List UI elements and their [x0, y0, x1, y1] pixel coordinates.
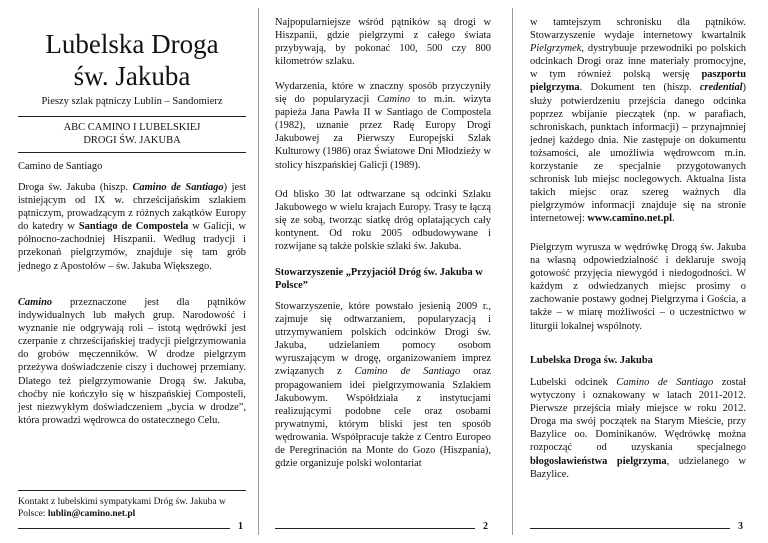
paragraph-restoration: Od blisko 30 lat odtwarzane są odcinki Szlaku Jakubowego w wielu krajach Europy. Trasy te łączą się ze sobą, tworząc siatkę dróg oplatających cały kontynent. Od roku 2005 odbudowywane i rozwijane są także polskie szlaki św. Jakuba. [275, 189, 491, 253]
paragraph-lublin-route [530, 376, 746, 481]
camino-heading: Camino de Santiago [18, 161, 103, 172]
text-run: w Galicji, w północno-zachodniej Hiszpanii. Według tradycji i przekonań pielgrzymów, znajduje się tam grób jednego z Apostołów – św. Jakuba Większego. [18, 221, 246, 272]
section-title [18, 121, 246, 147]
text-run: oraz propagowaniem idei pielgrzymowania Szlakiem Jakubowym. Współdziała z instytucjami realizującymi podobne cele oraz osobami prywatnymi, którym bliski jest ten sposób wędrowania. Współpracuje także z Centro Europeo de Peregrinación na Monte do Gozo (Hiszpania), gdzie organizuje polski wolontariat [275, 366, 492, 470]
page-number: 2 [483, 521, 488, 532]
paragraph-pilgrim-conduct: Pielgrzym wyrusza w wędrówkę Drogą św. Jakuba na własną odpowiedzialność i deklaruje swoją gotowość przyjęcia niewygód i niedogodności. W każdym z odwiedzanych miejsc prosimy o zachowanie postawy godnej Pielgrzyma i Gościa, a także – w miarę możliwości – o uczestnictwo w liturgii lokalnej wspólnoty. [530, 242, 746, 332]
text-run-italic: Camino de Santiago [616, 377, 714, 388]
text-run-italic: Pielgrzymek [530, 43, 582, 55]
section-title-line-2: DROGI ŚW. JAKUBA [83, 135, 181, 146]
text-run: Stowarzyszenie, które powstało jesienią 2009 r., zajmuje się odtwarzaniem, popularyzacją i utrzymywaniem polskich odcinków Drogi św. Jakuba, udzielaniem pomocy osobom wyruszającym w drogę, organizowaniem imprez związanych z [275, 301, 491, 378]
section-title-line-1: ABC CAMINO I LUBELSKIEJ [63, 122, 201, 133]
text-run-italic: Camino [377, 94, 411, 106]
text-run: to m.in. wizyta papieża Jana Pawła II w Santiago de Compostela (1982), uznanie przez Radę Europy Drogi Jakubowej za Pierwszy Europejski Szlak Kulturowy (1986) oraz Światowe Dni Młodzieży w stolicy hiszpańskiej Galicji (1989). [275, 94, 491, 171]
column-2 [275, 0, 491, 543]
contact-text: Kontakt z lubelskimi sympatykami Dróg św. Jakuba w Polsce: [18, 497, 226, 519]
text-run: w tamtejszym schronisku dla pątników. Stowarzyszenie wydaje internetowy kwartalnik [530, 17, 746, 42]
camino-paragraph-1 [18, 181, 246, 273]
text-run: przeznaczone jest dla pątników indywidualnych lub małych grup. Narodowość i wyznanie nie odgrywają roli – istotą wędrówki jest czerpanie z chrześcijańskiej tradycji pielgrzymowania do grobów męczenników. W drodze pielgrzym przeżywa doświadczenie ciszy i duchowej przemiany. Dlatego też pielgrzymowanie Drogą św. Jakuba, choćby nie kończyło się w hiszpańskiej Composteli, jest niezwykłym doświadczeniem „bycia w drodze”, która prowadzi wędrowca do ostatecznego Celu. [18, 297, 246, 426]
text-run: został wytyczony i oznakowany w latach 2011-2012. Pierwsze przejścia miały miejsce w roku 2012. Droga ma swój początek na Starym Mieście, przy Bazylice oo. Dominikanów. Wędrówkę można rozpocząć od uzyskania specjalnego [530, 377, 746, 454]
rule-bottom [18, 152, 246, 153]
paragraph-credential [530, 16, 746, 226]
text-run-bold: Santiago de Compostela [78, 221, 189, 233]
column-1 [18, 0, 246, 543]
contact-email-link[interactable]: lublin@camino.net.pl [47, 508, 136, 519]
website-link[interactable]: www.camino.net.pl [587, 213, 672, 225]
brochure-title [18, 28, 246, 92]
text-run: , udzielanego w Bazylice. [530, 455, 746, 480]
text-run: ) jest istniejącym od IX w. chrześcijańskim szlakiem pątniczym, prowadzącym z różnych zakątków Europy do katedry w [18, 182, 246, 233]
rule-top [18, 116, 246, 117]
paragraph-popular-routes: Najpopularniejsze wśród pątników są drogi w Hiszpanii, gdzie pielgrzymi z całego świata przybywają, by pokonać 100, 500 czy 800 kilometrów szlaku. [275, 17, 491, 68]
contact-rule [18, 490, 246, 491]
brochure-subtitle: Pieszy szlak pątniczy Lublin – Sandomierz [41, 96, 223, 107]
page-rule [18, 528, 230, 529]
column-divider [512, 8, 513, 535]
column-divider [258, 8, 259, 535]
paragraph-association [275, 300, 491, 470]
text-run: . Dokument ten (hiszp. [579, 82, 700, 94]
text-run-emphasis: Camino de Santiago [132, 182, 224, 193]
text-run: Lubelski odcinek [530, 377, 617, 388]
page-number: 3 [738, 521, 743, 532]
text-run-bold: paszportu pielgrzyma [530, 69, 746, 94]
title-line-2: św. Jakuba [73, 61, 191, 91]
text-run: , dystrybuuje przewodniki po polskich odcinkach Drogi oraz inne materiały promocyjne, w tym również polską wersję [530, 43, 746, 81]
page-number: 1 [238, 521, 243, 532]
column-3 [530, 0, 746, 543]
text-run-emphasis: credential [699, 82, 743, 94]
text-run: Droga św. Jakuba (hiszp. [18, 182, 133, 193]
camino-paragraph-2 [18, 296, 246, 427]
text-run: . [672, 213, 675, 225]
text-run-emphasis: Camino [18, 297, 53, 308]
text-run: ) służy potwierdzeniu przejścia danego odcinka poprzez wbijanie pieczątek (np. w parafiach, schroniskach, punktach informacji) – przynajmniej jednej każdego dnia. Nie zastępuje on dokumentu tożsamości, ale umożliwia wędrowcom m.in. korzystanie ze specjalnie przygotowanych schronisk lub miejsc noclegowych. Aktualna lista takich miejsc oraz szereg ważnych dla pielgrzymów informacji znajduje się na stronie internetowej: [530, 82, 746, 225]
title-line-1: Lubelska Droga [45, 29, 219, 59]
contact-note [18, 497, 246, 520]
text-run: Wydarzenia, które w znaczny sposób przyczyniły się do popularyzacji [275, 81, 491, 106]
lublin-route-heading: Lubelska Droga św. Jakuba [530, 355, 653, 366]
association-heading: Stowarzyszenie „Przyjaciół Dróg św. Jakuba w Polsce” [275, 267, 483, 291]
page-rule [530, 528, 730, 529]
page-rule [275, 528, 475, 529]
paragraph-events [275, 80, 491, 172]
text-run-bold: błogosławieństwa pielgrzyma [530, 455, 667, 467]
text-run-italic: Camino de Santiago [354, 366, 461, 378]
